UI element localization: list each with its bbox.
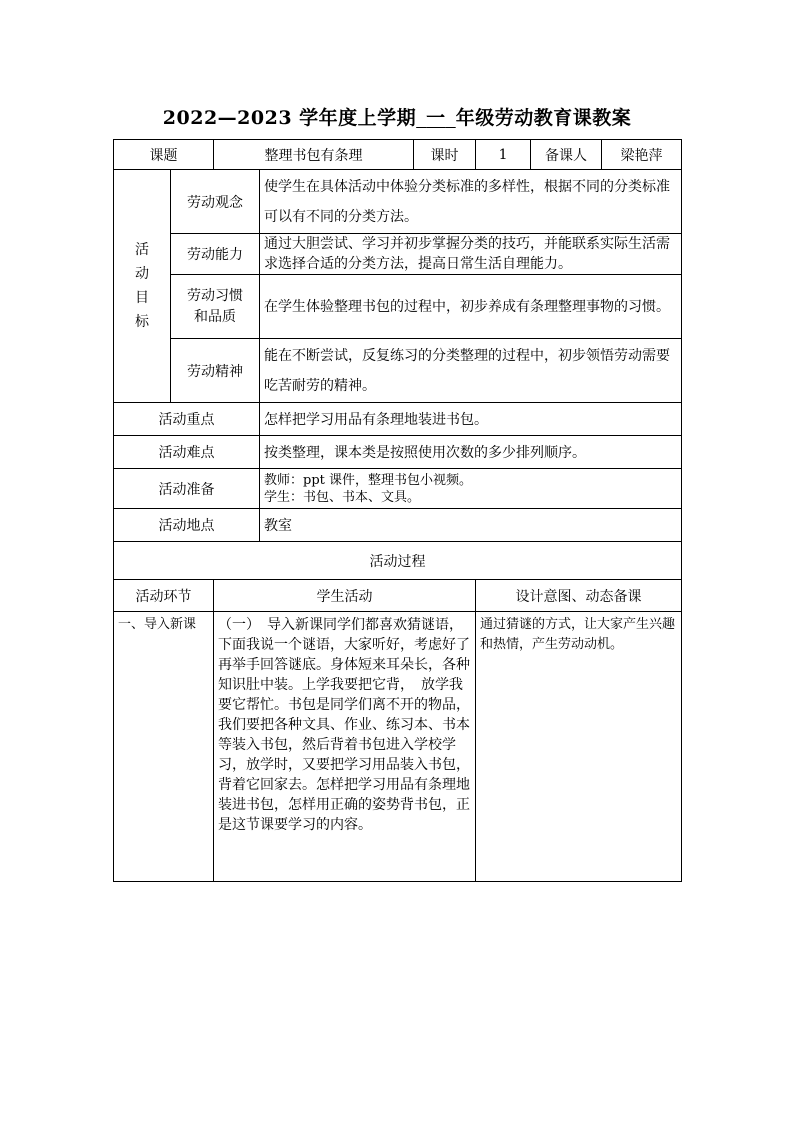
preparer-label: 备课人 bbox=[531, 140, 602, 170]
goals-label: 活 动 目 标 bbox=[114, 170, 171, 403]
preparation-label: 活动准备 bbox=[114, 469, 260, 509]
preparation-teacher: 教师：ppt 课件，整理书包小视频。 bbox=[264, 472, 473, 488]
location-label: 活动地点 bbox=[114, 509, 260, 542]
difficulty-row bbox=[114, 436, 682, 469]
preparation-row bbox=[114, 469, 682, 509]
goal-text: 使学生在具体活动中体验分类标准的多样性，根据不同的分类标准可以有不同的分类方法。 bbox=[260, 170, 682, 234]
goal-label: 劳动精神 bbox=[171, 339, 260, 403]
goal-text: 在学生体验整理书包的过程中，初步养成有条理整理事物的习惯。 bbox=[260, 275, 682, 339]
title-prefix: 2022—2023 学年度上学期 bbox=[162, 107, 417, 129]
key-point-label: 活动重点 bbox=[114, 403, 260, 436]
title-suffix: 年级劳动教育课教案 bbox=[455, 107, 632, 129]
goal-label: 劳动能力 bbox=[171, 234, 260, 275]
process-heading: 活动过程 bbox=[114, 542, 682, 580]
topic-value: 整理书包有条理 bbox=[214, 140, 414, 170]
goal-label: 劳动习惯 和品质 bbox=[171, 275, 260, 339]
key-point-text: 怎样把学习用品有条理地装进书包。 bbox=[260, 403, 682, 436]
key-point-row bbox=[114, 403, 682, 436]
lesson-plan-table bbox=[113, 139, 682, 882]
difficulty-label: 活动难点 bbox=[114, 436, 260, 469]
goal-row bbox=[114, 170, 682, 234]
goal-text: 通过大胆尝试、学习并初步掌握分类的技巧，并能联系实际生活需求选择合适的分类方法，提高日常生活自理能力。 bbox=[260, 234, 682, 275]
preparation-text bbox=[260, 469, 682, 509]
goal-label: 劳动观念 bbox=[171, 170, 260, 234]
period-value: 1 bbox=[476, 140, 531, 170]
page-title bbox=[0, 103, 794, 130]
period-label: 课时 bbox=[414, 140, 476, 170]
goal-row bbox=[114, 275, 682, 339]
process-heading-row bbox=[114, 542, 682, 580]
goal-text: 能在不断尝试，反复练习的分类整理的过程中，初步领悟劳动需要吃苦耐劳的精神。 bbox=[260, 339, 682, 403]
difficulty-text: 按类整理，课本类是按照使用次数的多少排列顺序。 bbox=[260, 436, 682, 469]
col-design-header: 设计意图、动态备课 bbox=[476, 580, 682, 612]
process-columns-row bbox=[114, 580, 682, 612]
process-row bbox=[114, 612, 682, 882]
location-row bbox=[114, 509, 682, 542]
col-activity-header: 学生活动 bbox=[214, 580, 476, 612]
location-text: 教室 bbox=[260, 509, 682, 542]
goal-row bbox=[114, 339, 682, 403]
goal-row bbox=[114, 234, 682, 275]
process-stage: 一、导入新课 bbox=[114, 612, 214, 882]
topic-label: 课题 bbox=[114, 140, 214, 170]
process-activity: （一） 导入新课同学们都喜欢猜谜语，下面我说一个谜语，大家听好，考虑好了再举手回答谜底。身体短来耳朵长，各种知识肚中装。上学我要把它背， 放学我要它帮忙。书包是同学们离不开的物品， 我们要把各种文具、作业、练习本、书本等装入书包，然后背着书包进入学校学习，放学时，又要把学习用品装入书包，背着它回家去。怎样把学习用品有条理地装进书包，怎样用正确的姿势背书包，正是这节课要学习的内容。 bbox=[214, 612, 476, 882]
header-row bbox=[114, 140, 682, 170]
process-design: 通过猜谜的方式，让大家产生兴趣和热情，产生劳动动机。 bbox=[476, 612, 682, 882]
title-grade: 一 bbox=[426, 107, 446, 129]
col-stage-header: 活动环节 bbox=[114, 580, 214, 612]
preparation-student: 学生：书包、书本、文具。 bbox=[264, 489, 421, 505]
preparer-value: 梁艳萍 bbox=[602, 140, 682, 170]
